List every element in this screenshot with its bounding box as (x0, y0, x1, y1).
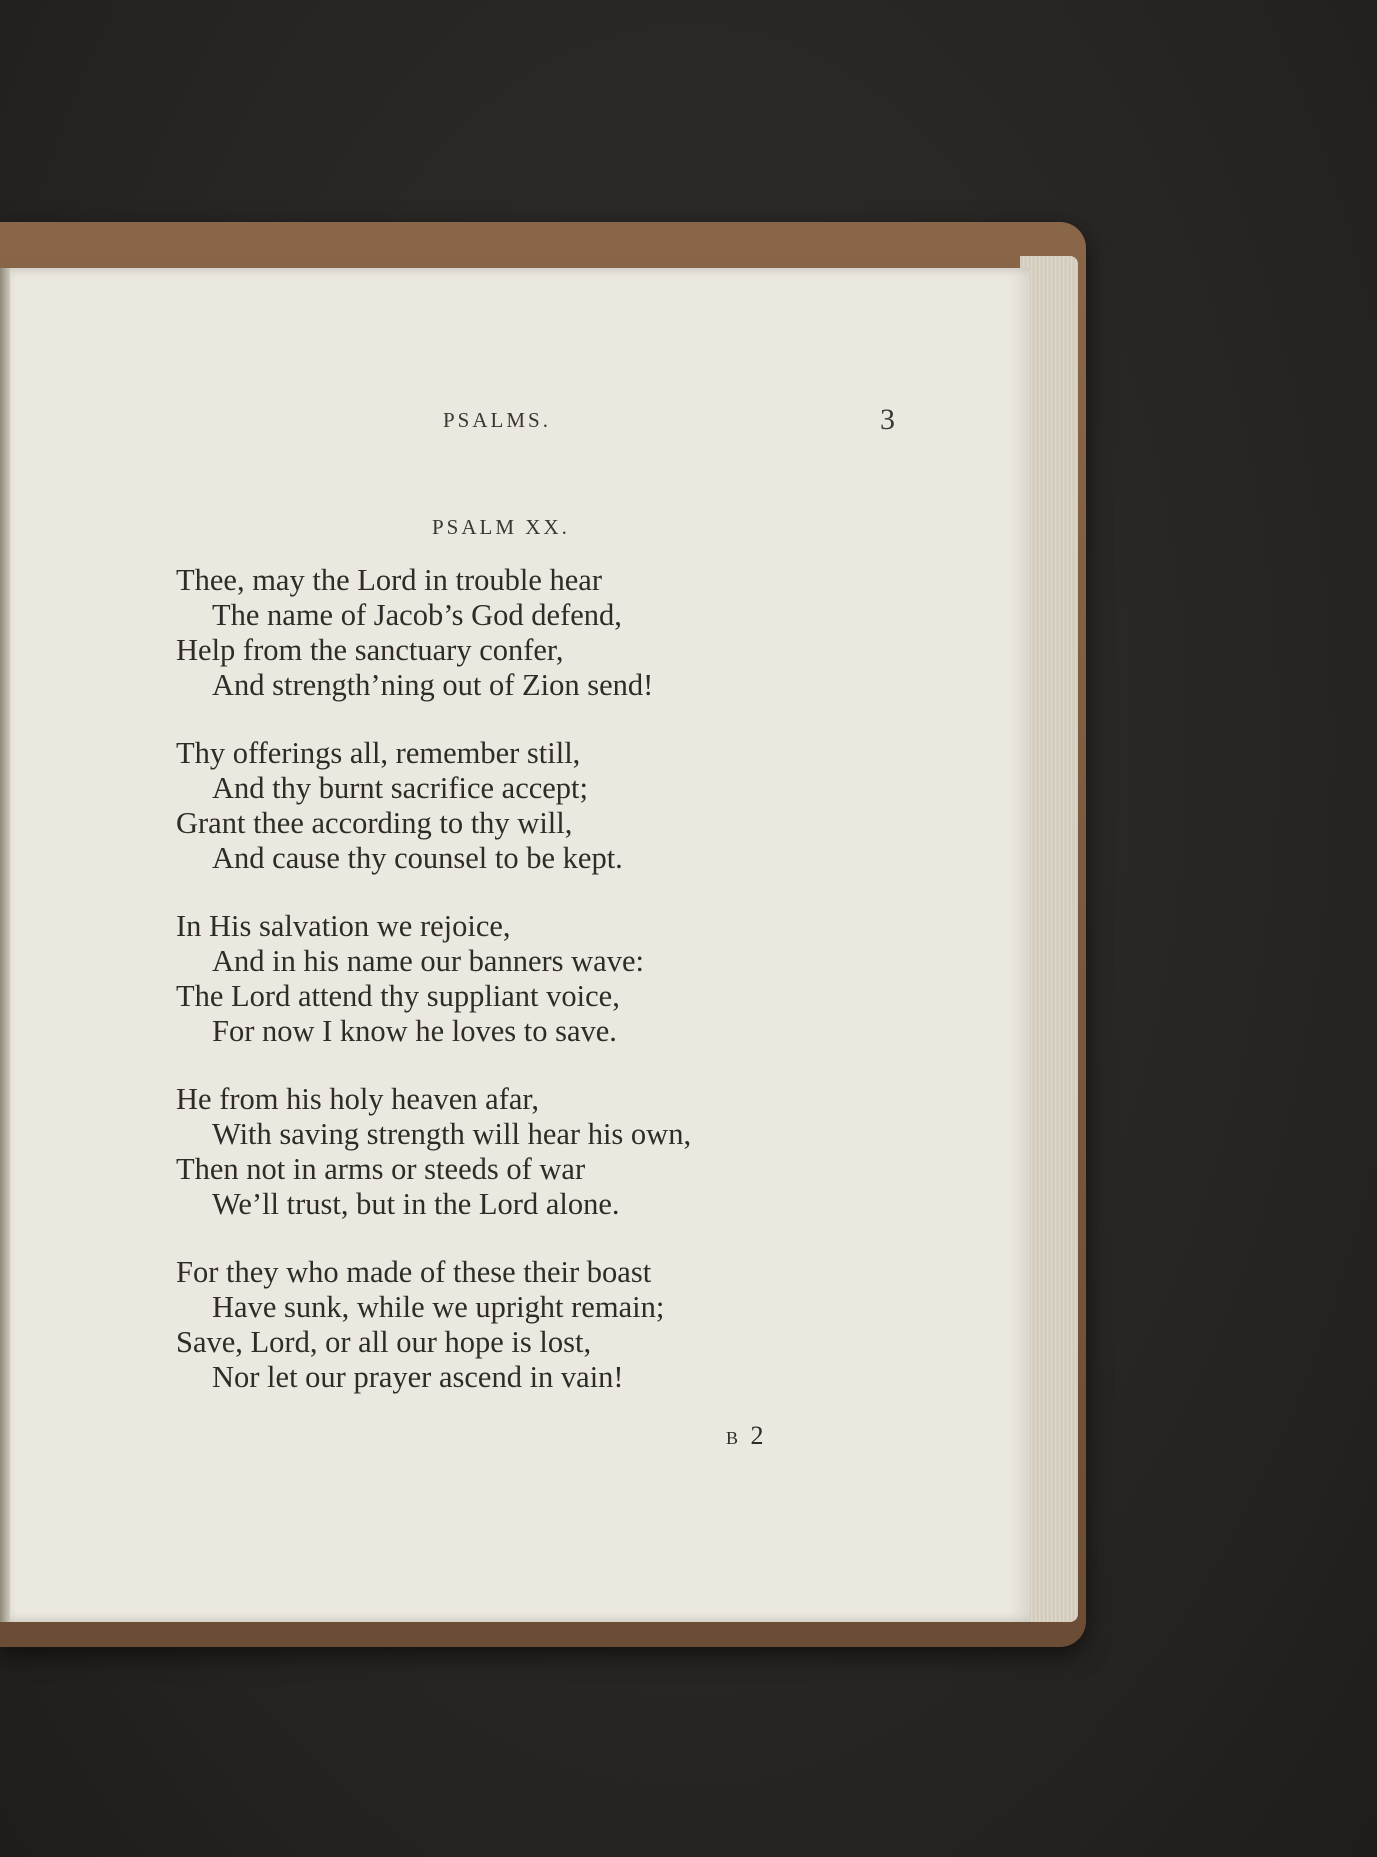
poem-line: And in his name our banners wave: (212, 944, 644, 978)
page-number: 3 (880, 403, 895, 436)
poem-line: Grant thee according to thy will, (176, 806, 573, 840)
poem-line: And strength’ning out of Zion send! (212, 668, 654, 702)
poem-line: Thy offerings all, remember still, (176, 736, 581, 770)
signature-number: 2 (750, 1421, 767, 1450)
poem-line: Help from the sanctuary confer, (176, 633, 564, 667)
poem-line: With saving strength will hear his own, (212, 1117, 692, 1151)
stanza (176, 909, 816, 1049)
poem-line: Nor let our prayer ascend in vain! (212, 1360, 624, 1394)
poem-line: Then not in arms or steeds of war (176, 1152, 586, 1186)
poem-line: We’ll trust, but in the Lord alone. (212, 1187, 620, 1221)
stanza (176, 563, 816, 703)
page-gutter (0, 268, 10, 1622)
poem-line: Save, Lord, or all our hope is lost, (176, 1325, 592, 1359)
poem-line: The Lord attend thy suppliant voice, (176, 979, 620, 1013)
poem-line: Thee, may the Lord in trouble hear (176, 563, 602, 597)
poem-line: The name of Jacob’s God defend, (212, 598, 622, 632)
poem-line: He from his holy heaven afar, (176, 1082, 539, 1116)
psalm-title: PSALM XX. (432, 515, 570, 539)
signature-letter: B (726, 1428, 742, 1448)
poem-line: Have sunk, while we upright remain; (212, 1290, 665, 1324)
running-head: PSALMS. (443, 408, 551, 432)
poem-line: For they who made of these their boast (176, 1255, 652, 1289)
stanza (176, 1082, 816, 1222)
signature-mark (726, 1421, 767, 1451)
stanza (176, 736, 816, 876)
stanza (176, 1255, 816, 1395)
poem-line: And cause thy counsel to be kept. (212, 841, 623, 875)
poem-line: And thy burnt sacrifice accept; (212, 771, 589, 805)
poem-line: In His salvation we rejoice, (176, 909, 511, 943)
poem-body (176, 563, 816, 1428)
poem-line: For now I know he loves to save. (212, 1014, 617, 1048)
